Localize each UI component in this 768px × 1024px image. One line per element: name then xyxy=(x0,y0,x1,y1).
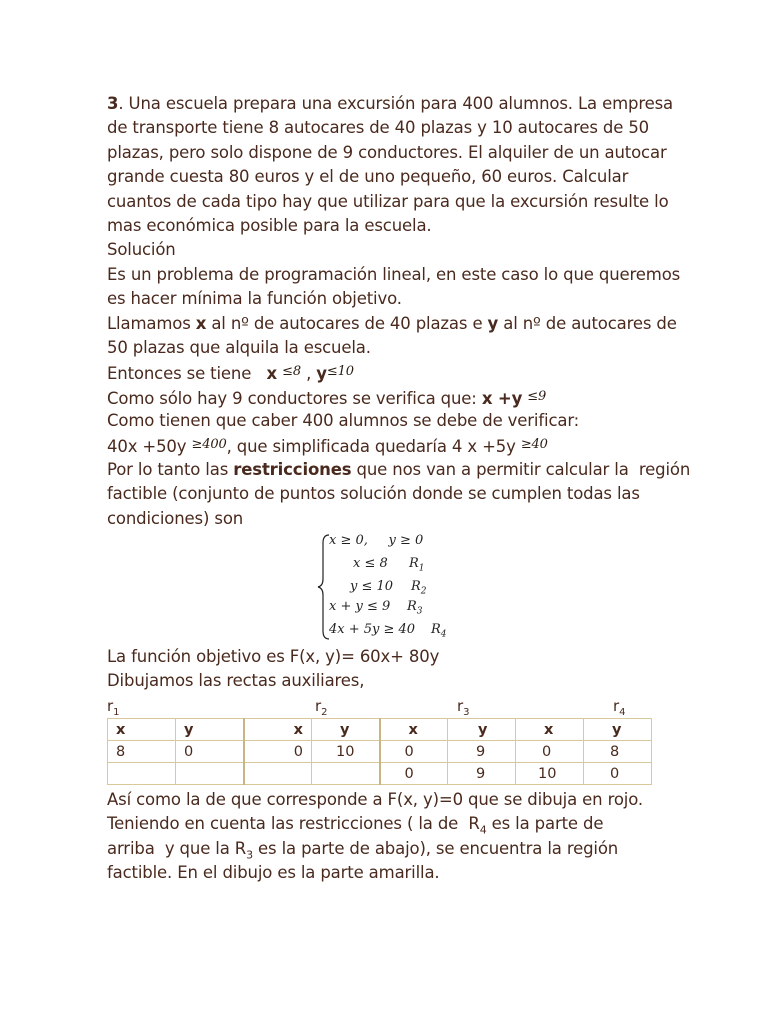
label-r3 xyxy=(407,599,423,617)
objective-section xyxy=(107,645,667,694)
line-label-r3 xyxy=(457,697,470,718)
r4-letter: r xyxy=(613,697,620,715)
conductores-xy: x +y xyxy=(481,388,523,408)
entonces-x: x xyxy=(266,364,278,384)
closing-line-2-a: Teniendo en cuenta las restricciones ( la de R xyxy=(107,814,480,834)
problem-line-3: plazas, pero solo dispone de 9 conductores. El alquiler de un autocar xyxy=(107,142,667,162)
constraint-r2: y ≤ 10 xyxy=(350,579,394,594)
table-header-cell: y xyxy=(176,719,244,741)
inequality-text-b: , que simplificada quedaría 4 x +5y xyxy=(226,437,521,457)
conductores-line xyxy=(107,385,667,409)
constraint-r3: x + y ≤ 9 xyxy=(329,599,391,614)
r2-sub: 2 xyxy=(321,707,328,718)
caber-line: Como tienen que caber 400 alumnos se debe de verificar: xyxy=(107,411,580,431)
inequality-math-2: ≥40 xyxy=(520,437,548,453)
table-cell: 0 xyxy=(380,763,448,785)
label-r1-letter: R xyxy=(409,556,419,571)
restricciones-text-a: Por lo tanto las xyxy=(107,459,234,479)
table-cell: 0 xyxy=(516,741,584,763)
table-cell: 9 xyxy=(448,763,516,785)
entonces-text: Entonces se tiene xyxy=(107,364,267,384)
r1-letter: r xyxy=(107,697,114,715)
problem-line-5: cuantos de cada tipo hay que utilizar para que la excursión resulte lo xyxy=(107,191,669,211)
table-cell: 8 xyxy=(584,741,652,763)
solution-intro-2: es hacer mínima la función objetivo. xyxy=(107,289,402,309)
table-cell: 8 xyxy=(108,741,176,763)
closing-line-2-b: es la parte de xyxy=(486,814,604,834)
variables-text-c: al nº de autocares de xyxy=(498,313,677,333)
table-cell: 9 xyxy=(448,741,516,763)
closing-line-3-a: arriba y que la R xyxy=(107,838,247,858)
inequality-line xyxy=(107,433,667,457)
table-cell: 0 xyxy=(584,763,652,785)
table-header-cell: y xyxy=(312,719,380,741)
line-label-r1 xyxy=(107,697,120,718)
variables-text-a: Llamamos xyxy=(107,313,196,333)
closing-line-4: factible. En el dibujo es la parte amarilla. xyxy=(107,863,440,883)
table-row xyxy=(108,741,652,763)
entonces-sep: , xyxy=(301,364,317,384)
closing-line-3-b: es la parte de abajo), se encuentra la región xyxy=(252,838,619,858)
restricciones-keyword: restricciones xyxy=(233,459,352,479)
objective-line: La función objetivo es F(x, y)= 60x+ 80y xyxy=(107,647,440,666)
table-cell: 10 xyxy=(516,763,584,785)
document-body xyxy=(107,92,691,531)
label-r1 xyxy=(409,556,425,574)
table-cell xyxy=(176,763,244,785)
line-label-r2 xyxy=(315,697,328,718)
problem-number: 3 xyxy=(107,94,119,113)
entonces-line xyxy=(107,360,667,384)
problem-text: . Una escuela prepara una excursión para 400 alumnos. La empresa xyxy=(118,94,674,113)
table-header-cell: y xyxy=(448,719,516,741)
variable-y: y xyxy=(487,313,499,333)
table-cell xyxy=(244,763,312,785)
problem-line-4: grande cuesta 80 euros y el de uno pequeño, 60 euros. Calcular xyxy=(107,167,629,187)
r3-letter: r xyxy=(457,697,464,715)
label-r4 xyxy=(431,622,447,640)
r1-sub: 1 xyxy=(113,707,120,718)
table-cell: 10 xyxy=(312,741,380,763)
restricciones-text-c: que nos van a permitir calcular la región xyxy=(351,459,691,479)
label-r4-sub: 4 xyxy=(440,629,447,640)
auxiliary-lines-table xyxy=(107,718,652,785)
label-r3-letter: R xyxy=(407,599,417,614)
table-cell: 0 xyxy=(176,741,244,763)
solution-heading: Solución xyxy=(107,240,176,260)
constraint-r4: 4x + 5y ≥ 40 xyxy=(329,622,416,637)
variables-line xyxy=(107,312,677,336)
table-cell xyxy=(312,763,380,785)
entonces-ineq-2: ≤10 xyxy=(326,364,354,380)
variable-x: x xyxy=(195,313,207,333)
r2-letter: r xyxy=(315,697,322,715)
closing-line-2-sub: 4 xyxy=(479,823,487,837)
table-header-cell: x xyxy=(380,719,448,741)
table-header-cell: x xyxy=(244,719,312,741)
constraint-r1: x ≤ 8 xyxy=(353,556,388,571)
line-label-r4 xyxy=(613,697,626,718)
closing-line-3 xyxy=(107,837,667,861)
entonces-ineq-1: ≤8 xyxy=(282,364,301,380)
table-header-cell: x xyxy=(108,719,176,741)
solution-intro-1: Es un problema de programación lineal, en este caso lo que queremos xyxy=(107,264,681,284)
restricciones-line-2: factible (conjunto de puntos solución donde se cumplen todas las xyxy=(107,484,640,504)
inequality-text-a: 40x +50y xyxy=(107,437,192,457)
variables-text-b: al nº de autocares de 40 plazas e xyxy=(206,313,488,333)
closing-line-2 xyxy=(107,812,667,836)
table-header-row xyxy=(108,719,652,741)
problem-line-2: de transporte tiene 8 autocares de 40 plazas y 10 autocares de 50 xyxy=(107,118,650,138)
problem-line-6: mas económica posible para la escuela. xyxy=(107,215,432,235)
conductores-ineq: ≤9 xyxy=(527,388,547,404)
label-r2 xyxy=(411,579,427,597)
conductores-text: Como sólo hay 9 conductores se verifica que: xyxy=(107,388,482,408)
closing-section xyxy=(107,788,667,886)
table-cell xyxy=(108,763,176,785)
label-r2-letter: R xyxy=(411,579,421,594)
label-r1-sub: 1 xyxy=(418,563,425,574)
label-r3-sub: 3 xyxy=(416,606,423,617)
auxiliary-line: Dibujamos las rectas auxiliares, xyxy=(107,671,365,691)
entonces-y: y xyxy=(316,364,327,384)
closing-line-3-sub: 3 xyxy=(246,848,253,862)
label-r2-sub: 2 xyxy=(420,586,427,597)
table-header-cell: y xyxy=(584,719,652,741)
restricciones-line xyxy=(107,458,691,482)
label-r4-letter: R xyxy=(431,622,441,637)
problem-line-1 xyxy=(107,92,674,116)
r4-sub: 4 xyxy=(619,707,626,718)
table-cell: 0 xyxy=(244,741,312,763)
table-header-cell: x xyxy=(516,719,584,741)
table-row xyxy=(108,763,652,785)
restricciones-line-3: condiciones) son xyxy=(107,508,244,528)
closing-line-1: Así como la de que corresponde a F(x, y)=0 que se dibuja en rojo. xyxy=(107,790,643,809)
constraint-system xyxy=(317,533,457,641)
inequality-math-1: ≥400 xyxy=(191,437,227,453)
variables-line-2: 50 plazas que alquila la escuela. xyxy=(107,337,371,357)
table-cell: 0 xyxy=(380,741,448,763)
constraint-nonneg: x ≥ 0, y ≥ 0 xyxy=(329,533,424,548)
r3-sub: 3 xyxy=(463,707,470,718)
